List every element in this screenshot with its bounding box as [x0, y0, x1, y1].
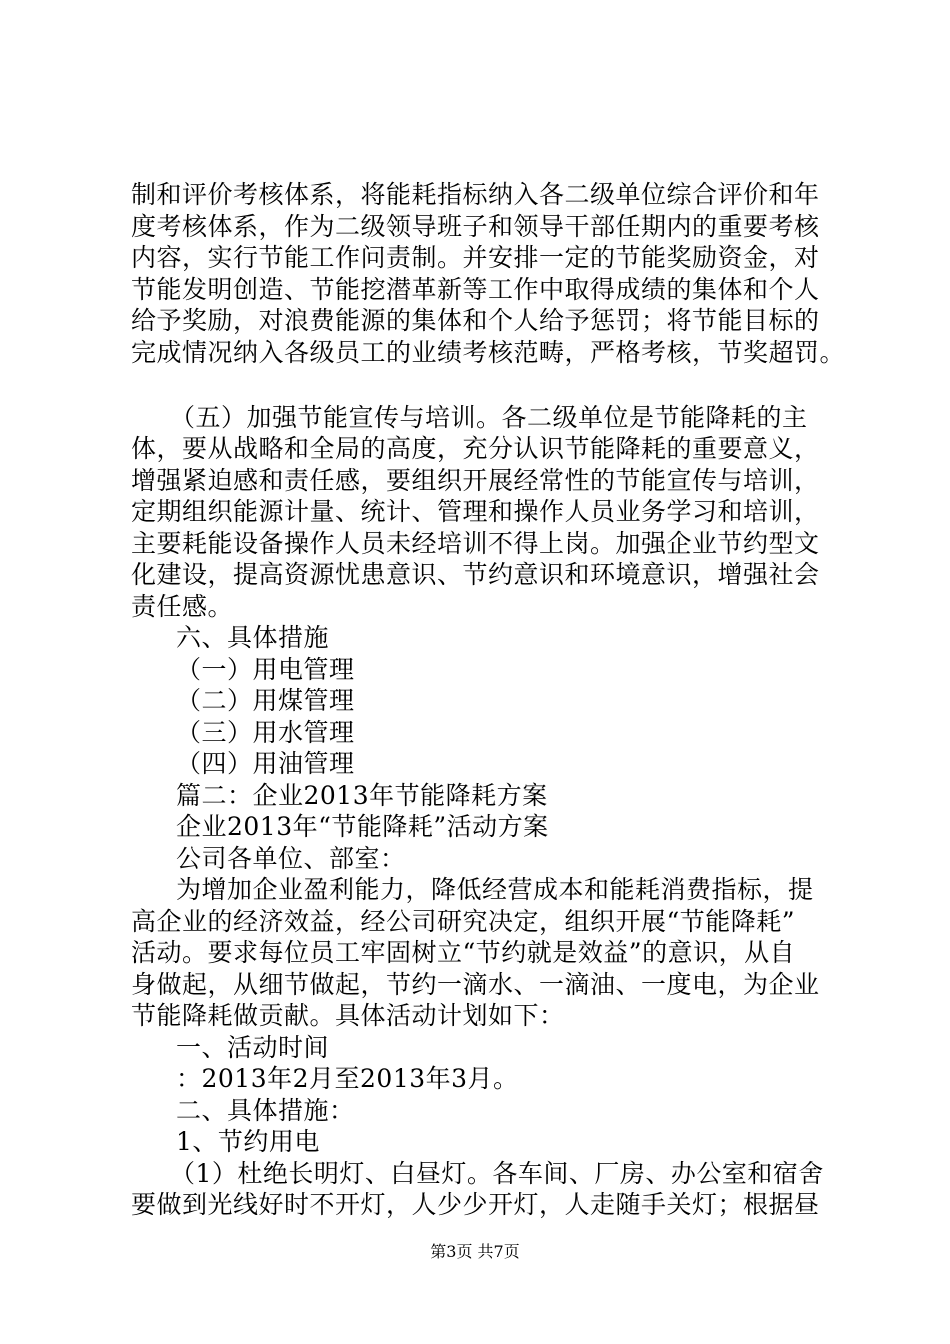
- text-line: 节能降耗做贡献。具体活动计划如下：: [131, 1001, 565, 1030]
- list-item: （二）用煤管理: [176, 686, 355, 715]
- list-item: （三）用水管理: [176, 718, 355, 747]
- text-line: 内容，实行节能工作问责制。并安排一定的节能奖励资金，对: [131, 243, 820, 272]
- article-heading: 篇二：企业2013年节能降耗方案: [176, 781, 548, 810]
- text-line: （1）杜绝长明灯、白昼灯。各车间、厂房、办公室和宿舍: [170, 1159, 824, 1188]
- text-line: 高企业的经济效益，经公司研究决定，组织开展“节能降耗”: [131, 907, 796, 936]
- text-line: 要做到光线好时不开灯，人少少开灯，人走随手关灯；根据昼: [131, 1190, 820, 1219]
- subsection-title: 1、节约用电: [176, 1127, 320, 1156]
- text-line: 度考核体系，作为二级领导班子和领导干部任期内的重要考核: [131, 212, 820, 241]
- text-line: 定期组织能源计量、统计、管理和操作人员业务学习和培训，: [131, 497, 820, 526]
- section-title: 六、具体措施: [176, 623, 330, 652]
- text-line: 体，要从战略和全局的高度，充分认识节能降耗的重要意义，: [131, 434, 820, 463]
- list-item: （四）用油管理: [176, 749, 355, 778]
- text-line: ：2013年2月至2013年3月。: [176, 1064, 519, 1093]
- text-line: 增强紧迫感和责任感，要组织开展经常性的节能宣传与培训，: [131, 466, 820, 495]
- text-line: 责任感。: [131, 592, 234, 621]
- text-line: （五）加强节能宣传与培训。各二级单位是节能降耗的主: [170, 403, 808, 432]
- article-subheading: 企业2013年“节能降耗”活动方案: [176, 812, 549, 841]
- page-number: 第3页 共7页: [430, 1242, 520, 1261]
- text-line: 完成情况纳入各级员工的业绩考核范畴，严格考核，节奖超罚。: [131, 338, 846, 367]
- section-title: 二、具体措施：: [176, 1096, 355, 1125]
- text-line: 为增加企业盈利能力，降低经营成本和能耗消费指标，提: [176, 875, 814, 904]
- list-item: （一）用电管理: [176, 655, 355, 684]
- salutation: 公司各单位、部室：: [176, 844, 406, 873]
- text-line: 节能发明创造、节能挖潜革新等工作中取得成绩的集体和个人: [131, 275, 820, 304]
- text-line: 活动。要求每位员工牢固树立“节约就是效益”的意识，从自: [131, 938, 796, 967]
- text-line: 化建设，提高资源忧患意识、节约意识和环境意识，增强社会: [131, 560, 820, 589]
- text-line: 主要耗能设备操作人员未经培训不得上岗。加强企业节约型文: [131, 529, 820, 558]
- text-line: 给予奖励，对浪费能源的集体和个人给予惩罚；将节能目标的: [131, 306, 820, 335]
- text-line: 身做起，从细节做起，节约一滴水、一滴油、一度电，为企业: [131, 970, 820, 999]
- text-line: 制和评价考核体系，将能耗指标纳入各二级单位综合评价和年: [131, 180, 820, 209]
- section-title: 一、活动时间: [176, 1033, 330, 1062]
